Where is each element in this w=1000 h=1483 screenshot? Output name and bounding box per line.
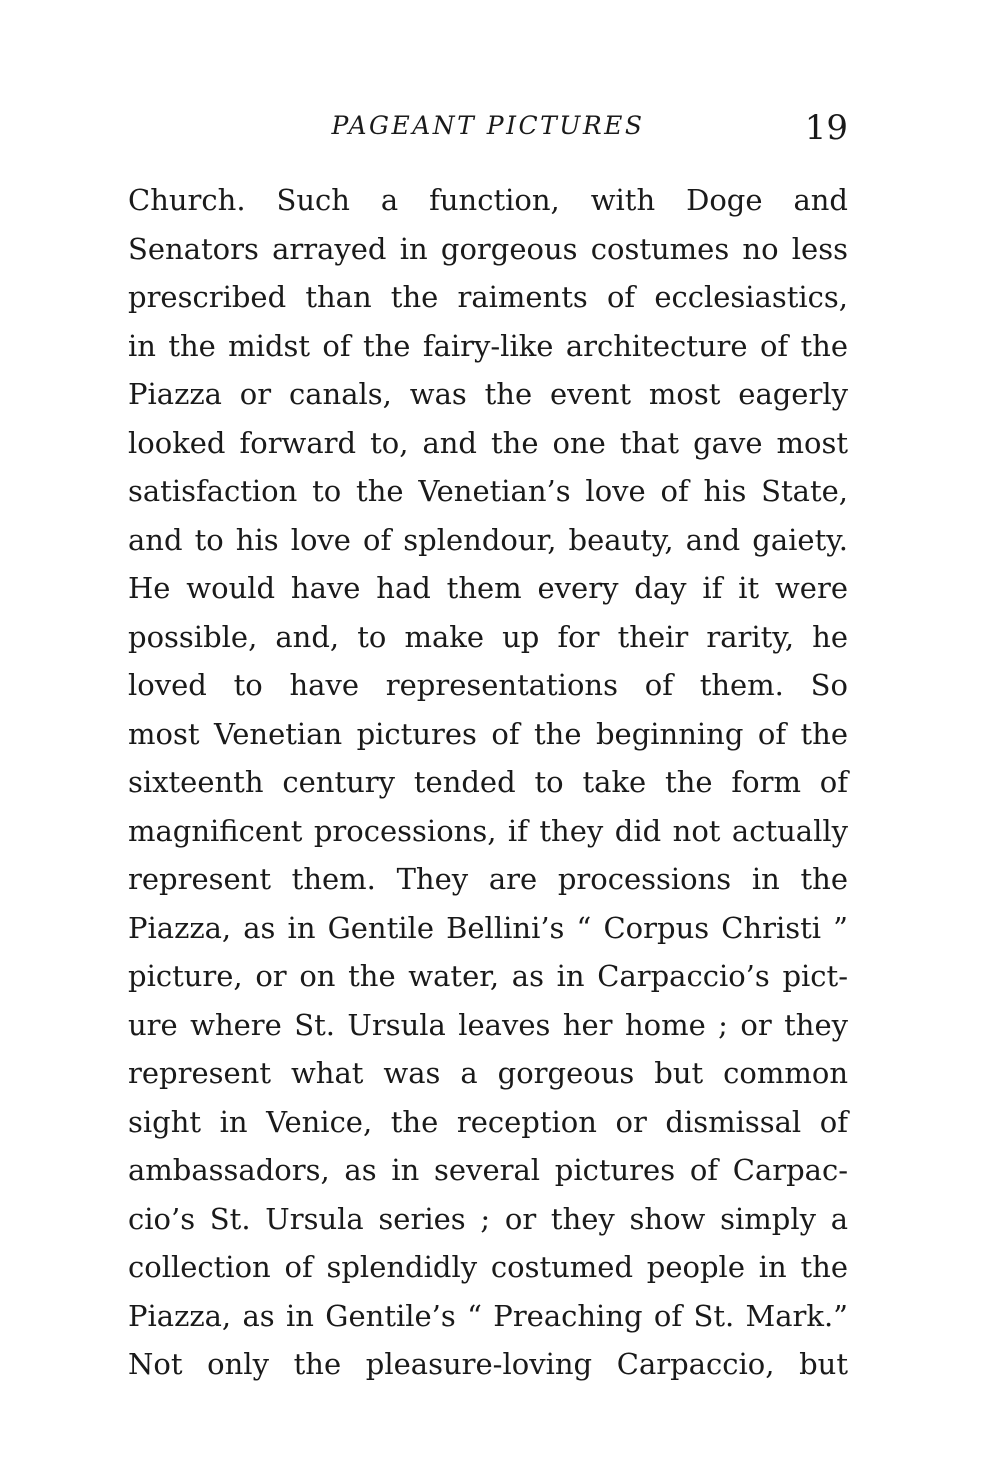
text-line: Senators arrayed in gorgeous costumes no less (128, 231, 848, 266)
text-line: represent them. They are processions in the (128, 862, 848, 896)
text-line: picture, or on the water, as in Carpaccio’s pict- (128, 959, 848, 993)
text-line: looked forward to, and the one that gave most (128, 425, 848, 460)
text-line: sight in Venice, the reception or dismissal of (128, 1104, 848, 1139)
text-line: ure where St. Ursula leaves her home ; or they (128, 1007, 848, 1042)
text-line: most Venetian pictures of the beginning of the (128, 716, 848, 751)
text-line: in the midst of the fairy-like architecture of the (128, 328, 848, 363)
text-line: and to his love of splendour, beauty, and gaiety. (128, 522, 848, 557)
text-line: cio’s St. Ursula series ; or they show simply a (128, 1201, 848, 1236)
text-line: Piazza, as in Gentile Bellini’s “ Corpus Christi ” (128, 910, 848, 945)
running-header (128, 106, 848, 146)
text-line: loved to have representations of them. So (128, 668, 848, 702)
text-line: Piazza, as in Gentile’s “ Preaching of St. Mark.” (128, 1298, 848, 1333)
text-line: possible, and, to make up for their rarity, he (128, 619, 848, 654)
text-line: ambassadors, as in several pictures of Carpac- (128, 1153, 848, 1187)
text-line: He would have had them every day if it were (128, 571, 848, 605)
text-line: represent what was a gorgeous but common (128, 1056, 848, 1090)
text-line: prescribed than the raiments of ecclesiastics, (128, 280, 848, 314)
text-line: Piazza or canals, was the event most eagerly (128, 377, 848, 411)
text-line: Not only the pleasure-loving Carpaccio, but (128, 1347, 848, 1381)
text-line: satisfaction to the Venetian’s love of his State, (128, 474, 848, 508)
body-text (128, 176, 848, 1389)
running-title: PAGEANT PICTURES (331, 111, 645, 140)
text-line: magnificent processions, if they did not actually (128, 813, 848, 848)
text-line: sixteenth century tended to take the form of (128, 765, 848, 799)
text-line: collection of splendidly costumed people in the (128, 1250, 848, 1284)
page-number: 19 (804, 108, 848, 148)
text-line: Church. Such a function, with Doge and (128, 183, 848, 217)
